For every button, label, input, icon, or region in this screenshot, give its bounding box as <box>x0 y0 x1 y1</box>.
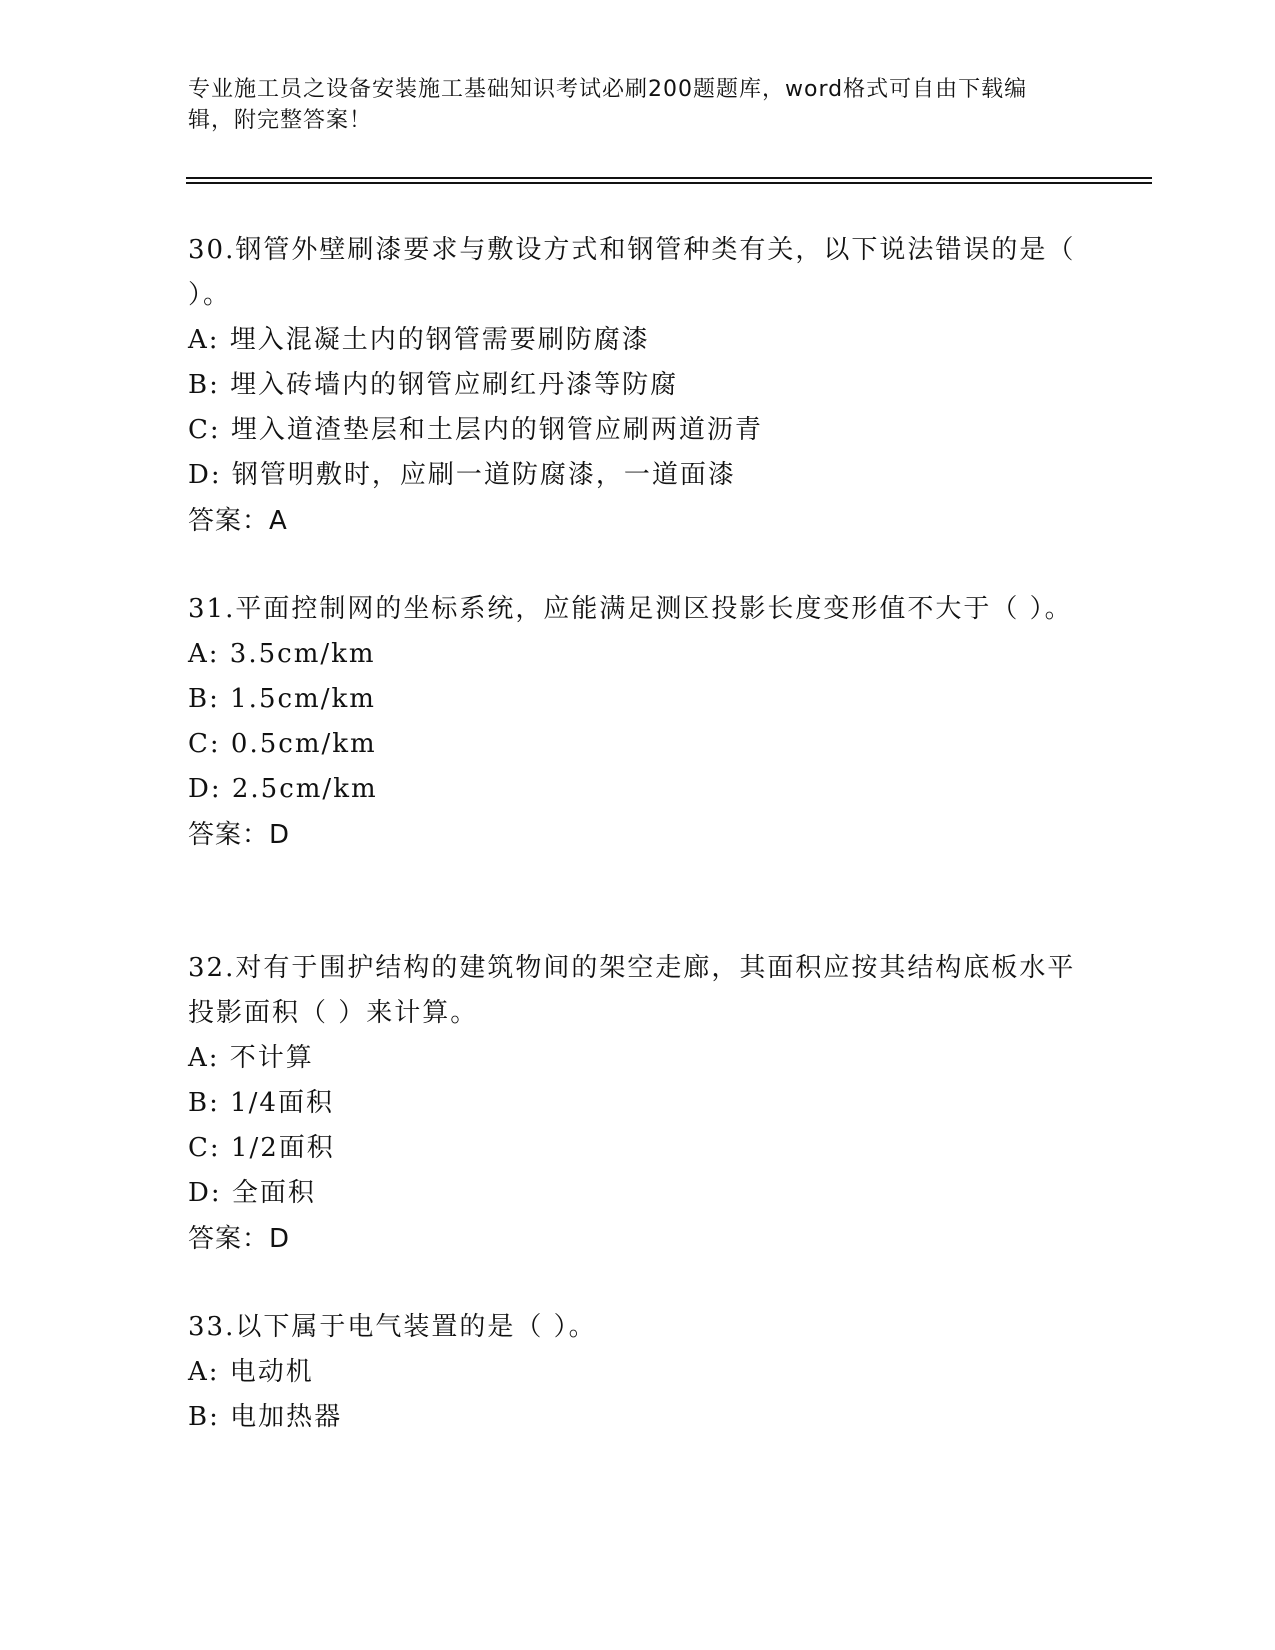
option-a: A: 3.5cm/km <box>188 639 376 669</box>
option-b: B: 埋入砖墙内的钢管应刷红丹漆等防腐 <box>188 370 679 400</box>
question-31 <box>188 587 1088 858</box>
header-divider-top <box>186 177 1152 179</box>
header-divider-bottom <box>186 182 1152 184</box>
question-32 <box>188 946 1088 1262</box>
option-c: C: 1/2面积 <box>188 1133 335 1163</box>
option-a: A: 电动机 <box>188 1357 314 1387</box>
document-header: 专业施工员之设备安装施工基础知识考试必刷200题题库，word格式可自由下载编辑，附完整答案！ <box>188 77 1028 133</box>
option-d: D: 全面积 <box>188 1178 316 1208</box>
question-title: 30.钢管外壁刷漆要求与敷设方式和钢管种类有关，以下说法错误的是（ ）。 <box>188 235 1076 310</box>
option-a: A: 不计算 <box>188 1043 314 1073</box>
option-c: C: 埋入道渣垫层和土层内的钢管应刷两道沥青 <box>188 415 763 445</box>
answer: 答案：D <box>188 820 291 850</box>
question-33 <box>188 1305 1088 1440</box>
option-d: D: 钢管明敷时，应刷一道防腐漆，一道面漆 <box>188 460 736 490</box>
question-title: 32.对有于围护结构的建筑物间的架空走廊，其面积应按其结构底板水平投影面积（ ）来计算。 <box>188 953 1076 1028</box>
option-b: B: 电加热器 <box>188 1402 343 1432</box>
option-a: A: 埋入混凝土内的钢管需要刷防腐漆 <box>188 325 650 355</box>
option-b: B: 1/4面积 <box>188 1088 334 1118</box>
option-b: B: 1.5cm/km <box>188 684 376 714</box>
question-title: 31.平面控制网的坐标系统，应能满足测区投影长度变形值不大于（ ）。 <box>188 594 1073 624</box>
option-c: C: 0.5cm/km <box>188 729 377 759</box>
answer: 答案：D <box>188 1224 291 1254</box>
question-30 <box>188 228 1088 544</box>
answer: 答案：A <box>188 506 288 536</box>
option-d: D: 2.5cm/km <box>188 774 378 804</box>
question-title: 33.以下属于电气装置的是（ ）。 <box>188 1312 597 1342</box>
